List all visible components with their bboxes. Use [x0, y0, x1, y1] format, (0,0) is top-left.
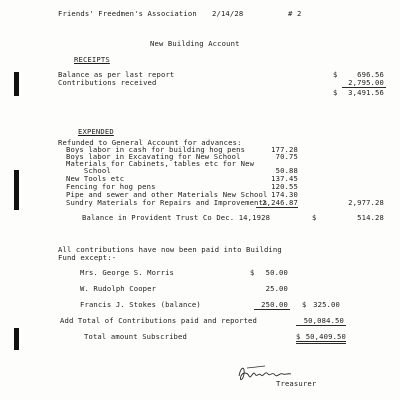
expended-row-amount: 137.45: [271, 174, 298, 183]
expended-intro: Refunded to General Account for advances:: [58, 138, 242, 147]
total-subscribed-amount: 50,409.50: [305, 332, 346, 341]
balance-amount: 514.28: [357, 213, 384, 222]
outstanding-name: Francis J. Stokes (balance): [80, 300, 201, 309]
punch-mark-top: [14, 72, 19, 96]
outstanding-amount: 25.00: [265, 284, 288, 293]
expended-heading: EXPENDED: [78, 127, 114, 136]
expended-row-label: Boys labor in Excavating for New School: [66, 152, 241, 161]
total-subscribed-symbol: $: [296, 332, 301, 341]
receipts-row-label: Contributions received: [58, 78, 157, 87]
org-name: Friends' Freedmen's Association: [58, 9, 197, 18]
expended-row-amount: 177.28: [271, 145, 298, 154]
expended-row-label: Boys labor in cash for building hog pens: [66, 145, 246, 154]
add-total-rule: [296, 325, 346, 326]
punch-mark-middle: [14, 170, 19, 210]
outstanding-amount: 250.00: [261, 300, 288, 309]
punch-mark-bottom: [14, 328, 19, 350]
outstanding-symbol: $: [250, 268, 255, 277]
account-title: New Building Account: [150, 39, 240, 48]
page-number: # 2: [288, 9, 302, 18]
expended-row-amount: 50.88: [275, 166, 298, 175]
receipts-row-amount: 2,795.00: [348, 78, 384, 87]
add-total-amount: 50,084.50: [303, 316, 344, 325]
expended-row-label: Sundry Materials for Repairs and Improvements: [66, 198, 268, 207]
balance-symbol: $: [312, 213, 317, 222]
total-double-rule-bottom: [296, 343, 346, 344]
outstanding-name: Mrs. George S. Morris: [80, 268, 175, 277]
header-date: 2/14/28: [212, 9, 244, 18]
receipts-total: 3,491.56: [348, 88, 384, 97]
expended-total: 2,977.28: [348, 198, 384, 207]
expended-subtotal-rule: [256, 207, 298, 208]
receipts-row-symbol: $: [333, 70, 338, 79]
expended-row-amount: 174.30: [271, 190, 298, 199]
outstanding-name: W. Rudolph Cooper: [80, 284, 157, 293]
expended-row-amount: 120.55: [271, 182, 298, 191]
expended-row-label: New Tools etc: [66, 174, 125, 183]
receipts-row-label: Balance as per last report: [58, 70, 175, 79]
treasurer-title: Treasurer: [276, 379, 317, 388]
expended-row-label: Materials for Cabinets, tables etc for New: [66, 159, 255, 168]
notes-line-2: Fund except:-: [58, 253, 117, 262]
expended-row-label: Fencing for hog pens: [66, 182, 156, 191]
receipts-row-amount: 696.56: [357, 70, 384, 79]
outstanding-amount: 50.00: [265, 268, 288, 277]
expended-row-amount: 2,246.87: [262, 198, 298, 207]
balance-label: Balance in Provident Trust Co Dec. 14,1928: [82, 213, 271, 222]
expended-row-label: School: [66, 166, 111, 175]
outstanding-subtotal-symbol: $: [302, 300, 307, 309]
total-subscribed-label: Total amount Subscribed: [84, 332, 187, 341]
notes-line-1: All contributions have now been paid into Building: [58, 245, 282, 254]
receipts-total-symbol: $: [333, 88, 338, 97]
add-total-label: Add Total of Contributions paid and reported: [60, 316, 257, 325]
expended-row-label: Pipe and sewer and other Materials New School: [66, 190, 268, 199]
receipts-heading: RECEIPTS: [74, 55, 110, 64]
expended-row-amount: 70.75: [275, 152, 298, 161]
total-double-rule-top: [296, 341, 346, 342]
outstanding-subtotal: 325.00: [313, 300, 340, 309]
outstanding-subtotal-rule: [254, 309, 290, 310]
